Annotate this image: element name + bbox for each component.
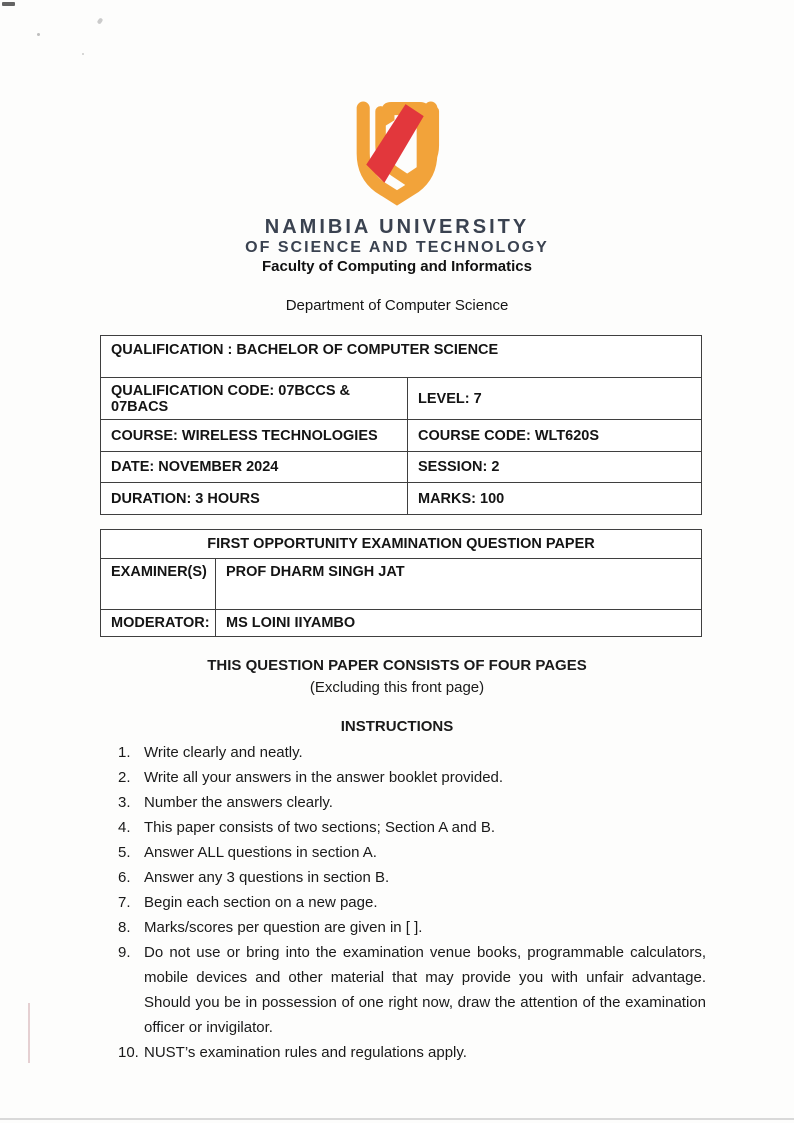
department-name: Department of Computer Science xyxy=(285,297,509,314)
list-item xyxy=(118,1040,706,1065)
qualification-cell: QUALIFICATION : BACHELOR OF COMPUTER SCIENCE xyxy=(111,342,499,358)
instructions-list xyxy=(118,740,706,1065)
level-cell: LEVEL: 7 xyxy=(418,390,482,407)
list-item xyxy=(118,865,706,890)
item-text: Answer ALL questions in section A. xyxy=(144,844,377,861)
item-number: 6. xyxy=(118,869,131,886)
list-item xyxy=(118,840,706,865)
scan-speck xyxy=(97,17,104,24)
table-row xyxy=(101,377,701,419)
table-row xyxy=(101,482,701,514)
nust-shield-logo-icon xyxy=(339,98,455,211)
item-text: Write clearly and neatly. xyxy=(144,744,303,761)
list-item xyxy=(118,815,706,840)
list-item xyxy=(118,765,706,790)
scan-speck xyxy=(82,53,84,55)
item-text: This paper consists of two sections; Section A and B. xyxy=(144,819,496,836)
scan-line-bottom xyxy=(0,1118,794,1120)
university-name: NAMIBIA UNIVERSITY xyxy=(264,216,530,238)
table-row xyxy=(101,558,701,609)
scan-line-left xyxy=(28,1003,30,1063)
university-subtitle: OF SCIENCE AND TECHNOLOGY xyxy=(245,239,549,256)
item-number: 5. xyxy=(118,844,131,861)
item-text: Write all your answers in the answer booklet provided. xyxy=(144,769,504,786)
table-row xyxy=(101,419,701,451)
list-item xyxy=(118,740,706,765)
item-text: Begin each section on a new page. xyxy=(144,894,378,911)
list-item xyxy=(118,890,706,915)
moderator-name: MS LOINI IIYAMBO xyxy=(226,615,356,631)
moderator-label: MODERATOR: xyxy=(101,610,216,636)
item-number: 2. xyxy=(118,769,131,786)
examiner-table xyxy=(100,529,702,637)
item-text: Answer any 3 questions in section B. xyxy=(144,869,390,886)
item-text: Do not use or bring into the examination venue books, programmable calculators, mobile devices and other material that may provide you with unfair advantage. Should you be in possession of one right now, draw the attention of the examination officer or invigilator. xyxy=(144,944,706,1036)
page-count-subnote: (Excluding this front page) xyxy=(309,679,485,696)
table-row xyxy=(101,336,701,377)
duration-cell: DURATION: 3 HOURS xyxy=(101,483,408,514)
course-code-cell: COURSE CODE: WLT620S xyxy=(418,427,600,444)
date-cell: DATE: NOVEMBER 2024 xyxy=(101,452,408,482)
examiner-label: EXAMINER(S) xyxy=(101,559,216,609)
item-text: NUST’s examination rules and regulations apply. xyxy=(144,1044,467,1061)
exam-paper-title: FIRST OPPORTUNITY EXAMINATION QUESTION PAPER xyxy=(207,536,595,552)
instructions-heading: INSTRUCTIONS xyxy=(340,718,454,735)
item-text: Number the answers clearly. xyxy=(144,794,333,811)
list-item xyxy=(118,915,706,940)
faculty-name: Faculty of Computing and Informatics xyxy=(261,258,532,275)
page-count-notice: THIS QUESTION PAPER CONSISTS OF FOUR PAGES xyxy=(207,657,587,674)
marks-cell: MARKS: 100 xyxy=(418,490,505,507)
qualification-table xyxy=(100,335,702,515)
examiner-name: PROF DHARM SINGH JAT xyxy=(226,564,405,580)
item-number: 10. xyxy=(118,1044,139,1061)
scan-mark-top-left xyxy=(2,2,15,6)
qualification-code-cell: QUALIFICATION CODE: 07BCCS & 07BACS xyxy=(101,378,408,419)
table-row xyxy=(101,530,701,558)
list-item xyxy=(118,940,706,1040)
item-text: Marks/scores per question are given in [ ]. xyxy=(144,919,423,936)
item-number: 4. xyxy=(118,819,131,836)
item-number: 7. xyxy=(118,894,131,911)
logo-container xyxy=(0,98,794,216)
table-row xyxy=(101,609,701,636)
item-number: 8. xyxy=(118,919,131,936)
list-item xyxy=(118,790,706,815)
item-number: 3. xyxy=(118,794,131,811)
scan-speck xyxy=(37,33,40,36)
item-number: 1. xyxy=(118,744,131,761)
item-number: 9. xyxy=(118,944,131,961)
table-row xyxy=(101,451,701,482)
course-cell: COURSE: WIRELESS TECHNOLOGIES xyxy=(101,420,408,451)
session-cell: SESSION: 2 xyxy=(418,459,500,475)
